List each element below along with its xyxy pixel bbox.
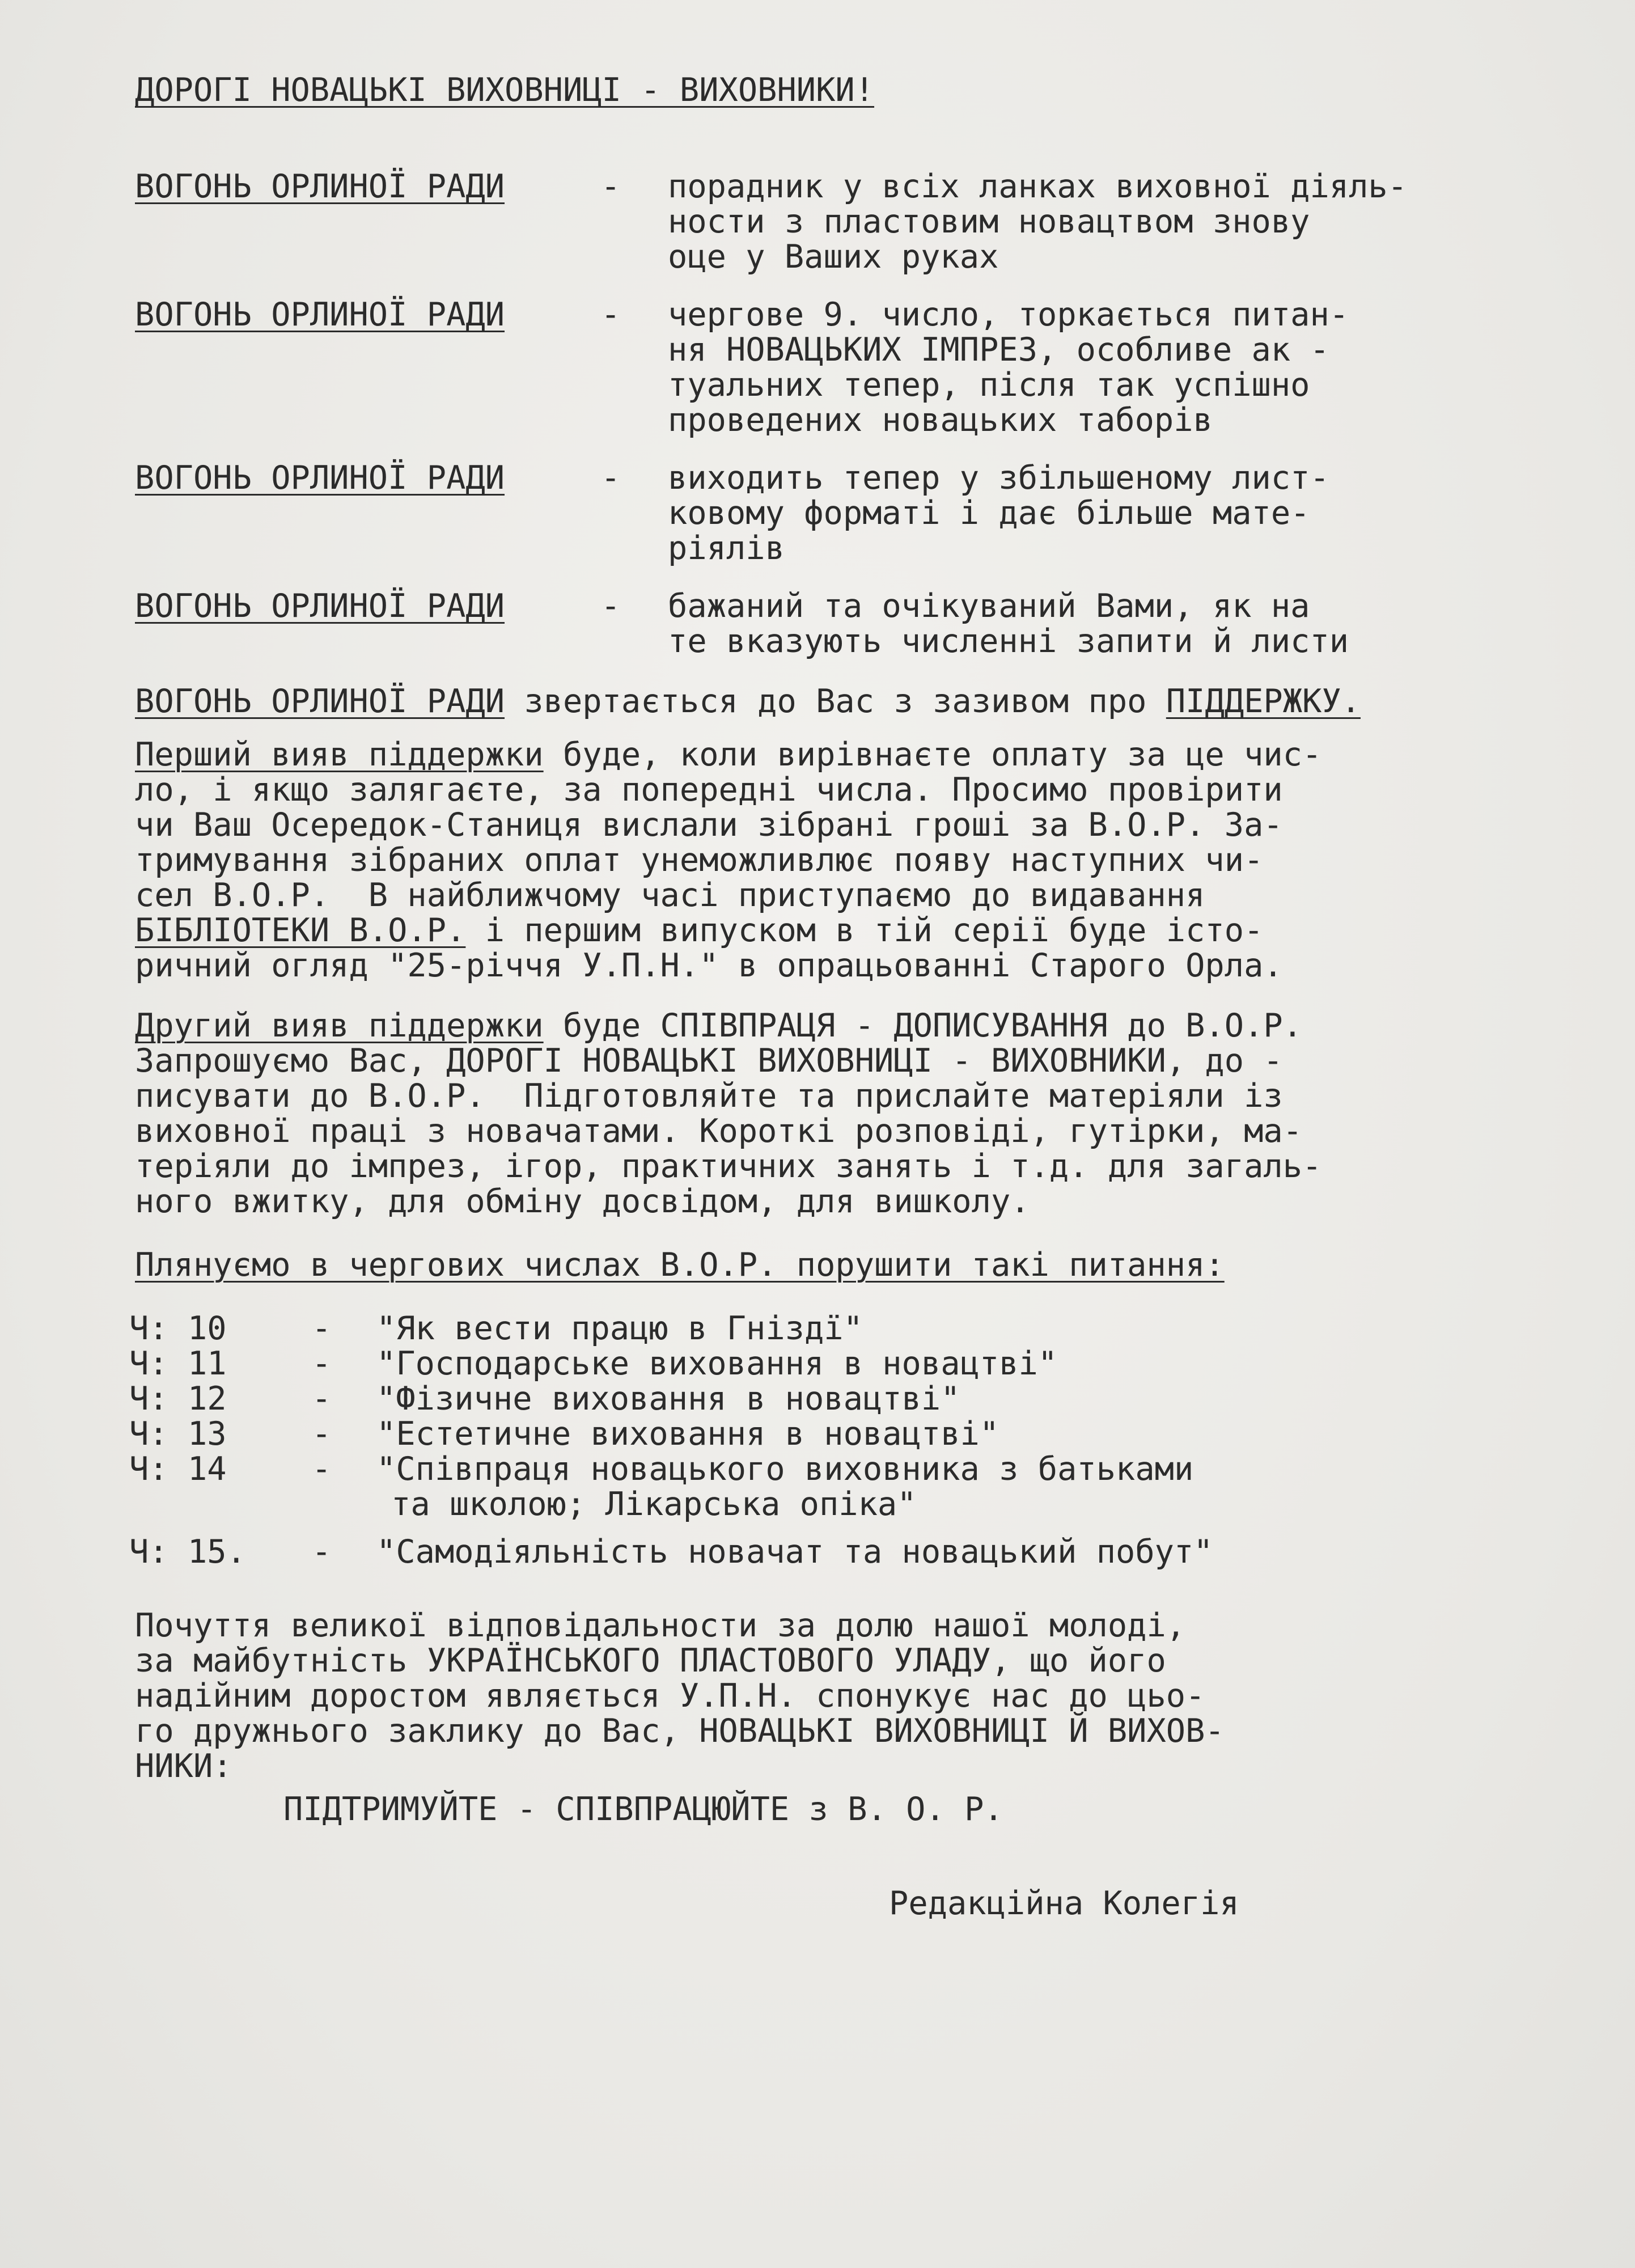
dash-2: - — [601, 296, 621, 333]
slogan: ПІДТРИМУЙТЕ - СПІВПРАЦЮЙТЕ з В. О. Р. — [283, 1791, 1003, 1828]
closing-line-1: Почуття великої відповідальности за долю нашої молоді, — [135, 1607, 1186, 1644]
support2-line-6: ного вжитку, для обміну досвідом, для вишколу. — [135, 1183, 1030, 1220]
plan-heading: Плянуємо в чергових числах В.О.Р. порушити такі питання: — [135, 1246, 1225, 1284]
item-2-line-1: чергове 9. число, торкається питан- — [668, 296, 1349, 333]
page-title: ДОРОГІ НОВАЦЬКІ ВИХОВНИЦІ - ВИХОВНИКИ! — [135, 71, 875, 109]
plan-num-14: Ч: 14 — [129, 1450, 227, 1488]
item-3-line-3: ріялів — [668, 530, 785, 567]
support2-line-1 — [135, 1008, 1302, 1043]
signature: Редакційна Колегія — [889, 1885, 1239, 1922]
support2-label: Другий вияв піддержки — [135, 1007, 544, 1044]
plan-topic-13: "Естетичне виховання в новацтві" — [376, 1415, 999, 1453]
support1-line-5: сел В.О.Р. В найближчому часі приступаємо до видавання — [135, 877, 1205, 914]
headline-1: ВОГОНЬ ОРЛИНОЇ РАДИ — [135, 168, 505, 205]
support2-line-4: виховної праці з новачатами. Короткі розповіді, гутірки, ма- — [135, 1112, 1303, 1150]
support1-text-1: буде, коли вирівнаєте оплату за це чис- — [543, 736, 1322, 773]
support2-line-5: теріяли до імпрез, ігор, практичних занять і т.д. для загаль- — [135, 1148, 1322, 1185]
appeal-headline: ВОГОНЬ ОРЛИНОЇ РАДИ — [135, 683, 505, 720]
plan-topic-15: "Самодіяльність новачат та новацький побут" — [376, 1533, 1213, 1571]
support1-line-2: ло, і якщо залягаєте, за попередні числа. Просимо провірити — [135, 771, 1283, 809]
support2-line-3: писувати до В.О.Р. Підготовляйте та прислайте матеріяли із — [135, 1077, 1283, 1115]
plan-topic-12: "Фізичне виховання в новацтві" — [376, 1380, 960, 1417]
support1-line-1 — [135, 737, 1321, 772]
item-3-line-1: виходить тепер у збільшеному лист- — [668, 459, 1329, 497]
plan-dash-13: - — [312, 1415, 332, 1453]
item-1-line-1: порадник у всіх ланках виховної діяль- — [668, 168, 1408, 205]
plan-dash-15: - — [312, 1533, 332, 1571]
closing-line-2: за майбутність УКРАЇНСЬКОГО ПЛАСТОВОГО УЛАДУ, що його — [135, 1642, 1166, 1679]
appeal-support-word: ПІДДЕРЖКУ. — [1166, 683, 1361, 720]
headline-3: ВОГОНЬ ОРЛИНОЇ РАДИ — [135, 459, 505, 497]
plan-num-15: Ч: 15. — [129, 1533, 246, 1571]
library-line-1 — [135, 913, 1263, 948]
support1-line-4: тримування зібраних оплат унеможливлює появу наступних чи- — [135, 841, 1264, 879]
library-line-2: ричний огляд "25-річчя У.П.Н." в опрацьованні Старого Орла. — [135, 947, 1283, 984]
plan-num-10: Ч: 10 — [129, 1310, 227, 1347]
item-2-line-4: проведених новацьких таборів — [668, 401, 1213, 439]
plan-num-12: Ч: 12 — [129, 1380, 227, 1417]
support2-line-2: Запрошуємо Вас, ДОРОГІ НОВАЦЬКІ ВИХОВНИЦІ - ВИХОВНИКИ, до - — [135, 1042, 1283, 1080]
plan-topic-11: "Господарське виховання в новацтві" — [376, 1345, 1058, 1382]
dash-1: - — [601, 168, 621, 205]
item-3-line-2: ковому форматі і дає більше мате- — [668, 494, 1310, 532]
plan-topic-14: "Співпраця новацького виховника з батьками — [376, 1450, 1194, 1488]
closing-line-4: го дружнього заклику до Вас, НОВАЦЬКІ ВИХОВНИЦІ Й ВИХОВ- — [135, 1712, 1225, 1750]
item-1-line-2: ности з пластовим новацтвом знову — [668, 203, 1310, 240]
item-2-line-3: туальних тепер, після так успішно — [668, 366, 1310, 404]
appeal-line — [135, 684, 1361, 719]
headline-4: ВОГОНЬ ОРЛИНОЇ РАДИ — [135, 587, 505, 625]
dash-4: - — [601, 587, 621, 625]
appeal-text: звертається до Вас з зазивом про — [505, 683, 1166, 720]
plan-num-11: Ч: 11 — [129, 1345, 227, 1382]
plan-dash-10: - — [312, 1310, 332, 1347]
plan-topic-10: "Як вести працю в Гніздї" — [376, 1310, 863, 1347]
item-1-line-3: оце у Ваших руках — [668, 238, 999, 276]
support2-text-1: буде СПІВПРАЦЯ - ДОПИСУВАННЯ до В.О.Р. — [543, 1007, 1303, 1044]
plan-dash-11: - — [312, 1345, 332, 1382]
support1-label: Перший вияв піддержки — [135, 736, 544, 773]
dash-3: - — [601, 459, 621, 497]
support1-line-3: чи Ваш Осередок-Станиця вислали зібрані гроші за В.О.Р. За- — [135, 806, 1283, 844]
item-4-line-2: те вказують численні запити й листи — [668, 623, 1349, 660]
plan-dash-14: - — [312, 1450, 332, 1488]
item-4-line-1: бажаний та очікуваний Вами, як на — [668, 587, 1310, 625]
plan-dash-12: - — [312, 1380, 332, 1417]
plan-topic-14-cont: та школою; Лікарська опіка" — [391, 1486, 917, 1523]
plan-num-13: Ч: 13 — [129, 1415, 227, 1453]
library-label: БІБЛІОТЕКИ В.О.Р. — [135, 912, 466, 949]
closing-line-5: НИКИ: — [135, 1747, 232, 1785]
closing-line-3: надійним доростом являється У.П.Н. спонукує нас до цьо- — [135, 1677, 1205, 1715]
library-text-1: і першим випуском в тій серії буде істо- — [465, 912, 1264, 949]
item-2-line-2: ня НОВАЦЬКИХ ІМПРЕЗ, особливе ак - — [668, 331, 1329, 369]
headline-2: ВОГОНЬ ОРЛИНОЇ РАДИ — [135, 296, 505, 333]
